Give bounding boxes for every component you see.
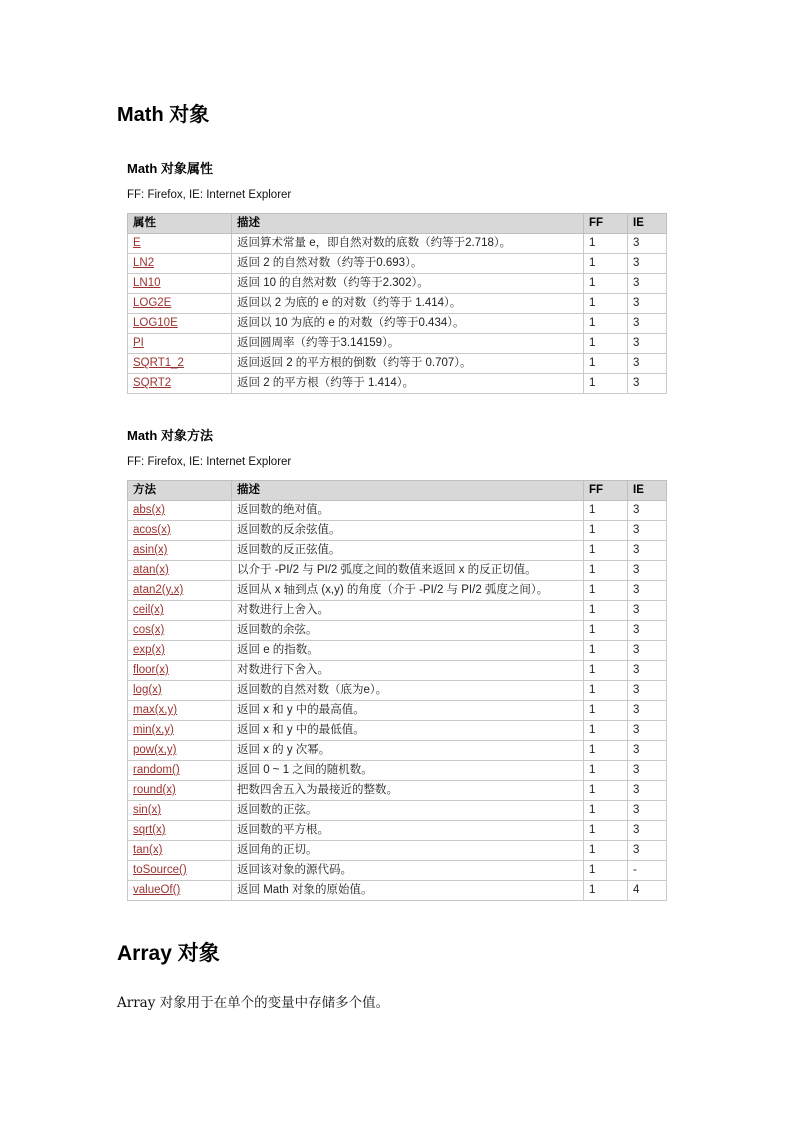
properties-browser-note: FF: Firefox, IE: Internet Explorer xyxy=(127,189,292,201)
property-name-cell xyxy=(128,374,232,394)
table-row xyxy=(128,641,667,661)
property-name-cell xyxy=(128,274,232,294)
ff-version-cell: 1 xyxy=(584,334,628,354)
column-header-ie: IE xyxy=(628,214,667,234)
method-description-cell: 返回数的绝对值。 xyxy=(232,501,584,521)
property-description-cell: 返回算术常量 e，即自然对数的底数（约等于2.718）。 xyxy=(232,234,584,254)
method-link[interactable]: atan2(y,x) xyxy=(133,584,184,596)
method-description-cell: 把数四舍五入为最接近的整数。 xyxy=(232,781,584,801)
method-description-cell: 返回 x 和 y 中的最低值。 xyxy=(232,721,584,741)
method-description-cell: 对数进行下舍入。 xyxy=(232,661,584,681)
method-description-cell: 返回数的反余弦值。 xyxy=(232,521,584,541)
method-link[interactable]: round(x) xyxy=(133,784,176,796)
ie-version-cell: 3 xyxy=(628,374,667,394)
table-row xyxy=(128,234,667,254)
method-link[interactable]: cos(x) xyxy=(133,624,165,636)
table-row xyxy=(128,521,667,541)
ie-version-cell: - xyxy=(628,861,667,881)
table-row xyxy=(128,681,667,701)
ff-version-cell: 1 xyxy=(584,681,628,701)
table-row xyxy=(128,801,667,821)
property-name-cell xyxy=(128,254,232,274)
table-header-row xyxy=(128,481,667,501)
table-row xyxy=(128,741,667,761)
property-description-cell: 返回 10 的自然对数（约等于2.302）。 xyxy=(232,274,584,294)
property-link[interactable]: SQRT2 xyxy=(133,377,172,389)
column-header-ie: IE xyxy=(628,481,667,501)
table-row xyxy=(128,294,667,314)
method-description-cell: 返回 x 的 y 次幂。 xyxy=(232,741,584,761)
method-link[interactable]: tan(x) xyxy=(133,844,163,856)
ie-version-cell: 3 xyxy=(628,334,667,354)
ie-version-cell: 3 xyxy=(628,601,667,621)
ff-version-cell: 1 xyxy=(584,741,628,761)
method-link[interactable]: max(x,y) xyxy=(133,704,178,716)
ff-version-cell: 1 xyxy=(584,761,628,781)
method-name-cell xyxy=(128,821,232,841)
method-link[interactable]: floor(x) xyxy=(133,664,169,676)
ie-version-cell: 3 xyxy=(628,661,667,681)
method-name-cell xyxy=(128,721,232,741)
method-description-cell: 对数进行上舍入。 xyxy=(232,601,584,621)
method-name-cell xyxy=(128,861,232,881)
method-link[interactable]: ceil(x) xyxy=(133,604,164,616)
table-row xyxy=(128,781,667,801)
column-header-method: 方法 xyxy=(128,481,232,501)
method-name-cell xyxy=(128,601,232,621)
table-row xyxy=(128,254,667,274)
ff-version-cell: 1 xyxy=(584,781,628,801)
column-header-description: 描述 xyxy=(232,481,584,501)
method-link[interactable]: atan(x) xyxy=(133,564,169,576)
table-row xyxy=(128,354,667,374)
ff-version-cell: 1 xyxy=(584,254,628,274)
table-row xyxy=(128,601,667,621)
method-link[interactable]: random() xyxy=(133,764,180,776)
property-name-cell xyxy=(128,334,232,354)
method-description-cell: 返回该对象的源代码。 xyxy=(232,861,584,881)
method-name-cell xyxy=(128,881,232,901)
method-description-cell: 以介于 -PI/2 与 PI/2 弧度之间的数值来返回 x 的反正切值。 xyxy=(232,561,584,581)
property-description-cell: 返回 2 的平方根（约等于 1.414）。 xyxy=(232,374,584,394)
ie-version-cell: 3 xyxy=(628,521,667,541)
property-description-cell: 返回以 10 为底的 e 的对数（约等于0.434）。 xyxy=(232,314,584,334)
method-name-cell xyxy=(128,581,232,601)
ff-version-cell: 1 xyxy=(584,881,628,901)
ie-version-cell: 3 xyxy=(628,721,667,741)
table-row xyxy=(128,274,667,294)
property-link[interactable]: E xyxy=(133,237,141,249)
property-link[interactable]: LOG2E xyxy=(133,297,172,309)
ie-version-cell: 3 xyxy=(628,314,667,334)
method-name-cell xyxy=(128,561,232,581)
method-link[interactable]: abs(x) xyxy=(133,504,165,516)
ie-version-cell: 3 xyxy=(628,841,667,861)
method-link[interactable]: sqrt(x) xyxy=(133,824,166,836)
ff-version-cell: 1 xyxy=(584,841,628,861)
table-row xyxy=(128,581,667,601)
table-row xyxy=(128,881,667,901)
property-description-cell: 返回以 2 为底的 e 的对数（约等于 1.414）。 xyxy=(232,294,584,314)
method-name-cell xyxy=(128,761,232,781)
method-name-cell xyxy=(128,781,232,801)
method-link[interactable]: min(x,y) xyxy=(133,724,174,736)
table-row xyxy=(128,501,667,521)
method-name-cell xyxy=(128,541,232,561)
method-link[interactable]: asin(x) xyxy=(133,544,168,556)
ff-version-cell: 1 xyxy=(584,821,628,841)
method-description-cell: 返回数的平方根。 xyxy=(232,821,584,841)
table-row xyxy=(128,541,667,561)
property-name-cell xyxy=(128,354,232,374)
column-header-description: 描述 xyxy=(232,214,584,234)
method-link[interactable]: acos(x) xyxy=(133,524,171,536)
method-link[interactable]: exp(x) xyxy=(133,644,165,656)
method-name-cell xyxy=(128,621,232,641)
ff-version-cell: 1 xyxy=(584,701,628,721)
method-description-cell: 返回 Math 对象的原始值。 xyxy=(232,881,584,901)
method-name-cell xyxy=(128,801,232,821)
property-link[interactable]: LN10 xyxy=(133,277,161,289)
method-link[interactable]: valueOf() xyxy=(133,884,181,896)
property-name-cell xyxy=(128,294,232,314)
ie-version-cell: 3 xyxy=(628,621,667,641)
property-name-cell xyxy=(128,234,232,254)
ff-version-cell: 1 xyxy=(584,561,628,581)
ff-version-cell: 1 xyxy=(584,601,628,621)
property-link[interactable]: LOG10E xyxy=(133,317,178,329)
math-methods-section xyxy=(127,428,793,901)
ie-version-cell: 3 xyxy=(628,354,667,374)
array-object-title: Array 对象 xyxy=(117,942,220,965)
table-row xyxy=(128,314,667,334)
ff-version-cell: 1 xyxy=(584,801,628,821)
math-object-title: Math 对象 xyxy=(117,104,210,126)
method-name-cell xyxy=(128,661,232,681)
ff-version-cell: 1 xyxy=(584,234,628,254)
ff-version-cell: 1 xyxy=(584,541,628,561)
table-row xyxy=(128,621,667,641)
ie-version-cell: 3 xyxy=(628,234,667,254)
ff-version-cell: 1 xyxy=(584,374,628,394)
method-description-cell: 返回 0 ~ 1 之间的随机数。 xyxy=(232,761,584,781)
method-link[interactable]: toSource() xyxy=(133,864,187,876)
ie-version-cell: 3 xyxy=(628,561,667,581)
ff-version-cell: 1 xyxy=(584,501,628,521)
table-row xyxy=(128,701,667,721)
method-description-cell: 返回数的反正弦值。 xyxy=(232,541,584,561)
ie-version-cell: 3 xyxy=(628,294,667,314)
method-name-cell xyxy=(128,681,232,701)
ie-version-cell: 3 xyxy=(628,581,667,601)
ff-version-cell: 1 xyxy=(584,621,628,641)
property-description-cell: 返回 2 的自然对数（约等于0.693）。 xyxy=(232,254,584,274)
ie-version-cell: 3 xyxy=(628,801,667,821)
method-description-cell: 返回数的余弦。 xyxy=(232,621,584,641)
ff-version-cell: 1 xyxy=(584,861,628,881)
ie-version-cell: 3 xyxy=(628,821,667,841)
ff-version-cell: 1 xyxy=(584,354,628,374)
ie-version-cell: 3 xyxy=(628,761,667,781)
methods-browser-note: FF: Firefox, IE: Internet Explorer xyxy=(127,456,292,468)
ie-version-cell: 3 xyxy=(628,274,667,294)
property-link[interactable]: SQRT1_2 xyxy=(133,357,184,369)
methods-section-heading: Math 对象方法 xyxy=(127,428,213,443)
table-row xyxy=(128,334,667,354)
column-header-ff: FF xyxy=(584,481,628,501)
ie-version-cell: 3 xyxy=(628,541,667,561)
property-description-cell: 返回返回 2 的平方根的倒数（约等于 0.707）。 xyxy=(232,354,584,374)
ie-version-cell: 3 xyxy=(628,781,667,801)
method-name-cell xyxy=(128,841,232,861)
method-name-cell xyxy=(128,501,232,521)
ff-version-cell: 1 xyxy=(584,581,628,601)
array-intro-text: Array 对象用于在单个的变量中存储多个值。 xyxy=(117,995,390,1011)
method-description-cell: 返回角的正切。 xyxy=(232,841,584,861)
ie-version-cell: 4 xyxy=(628,881,667,901)
ie-version-cell: 3 xyxy=(628,641,667,661)
method-link[interactable]: pow(x,y) xyxy=(133,744,177,756)
ff-version-cell: 1 xyxy=(584,721,628,741)
math-properties-table xyxy=(127,213,667,394)
property-name-cell xyxy=(128,314,232,334)
table-row xyxy=(128,721,667,741)
ff-version-cell: 1 xyxy=(584,641,628,661)
ie-version-cell: 3 xyxy=(628,701,667,721)
table-row xyxy=(128,561,667,581)
table-row xyxy=(128,661,667,681)
method-link[interactable]: log(x) xyxy=(133,684,162,696)
math-properties-section xyxy=(127,161,793,394)
property-link[interactable]: LN2 xyxy=(133,257,155,269)
ff-version-cell: 1 xyxy=(584,661,628,681)
method-description-cell: 返回 e 的指数。 xyxy=(232,641,584,661)
properties-section-heading: Math 对象属性 xyxy=(127,161,213,176)
property-link[interactable]: PI xyxy=(133,337,144,349)
ff-version-cell: 1 xyxy=(584,294,628,314)
method-link[interactable]: sin(x) xyxy=(133,804,162,816)
ff-version-cell: 1 xyxy=(584,314,628,334)
table-row xyxy=(128,761,667,781)
method-description-cell: 返回 x 和 y 中的最高值。 xyxy=(232,701,584,721)
method-description-cell: 返回从 x 轴到点 (x,y) 的角度（介于 -PI/2 与 PI/2 弧度之间）。 xyxy=(232,581,584,601)
table-row xyxy=(128,374,667,394)
column-header-ff: FF xyxy=(584,214,628,234)
ie-version-cell: 3 xyxy=(628,501,667,521)
method-name-cell xyxy=(128,741,232,761)
method-name-cell xyxy=(128,701,232,721)
ff-version-cell: 1 xyxy=(584,521,628,541)
table-header-row xyxy=(128,214,667,234)
ff-version-cell: 1 xyxy=(584,274,628,294)
table-row xyxy=(128,861,667,881)
method-description-cell: 返回数的正弦。 xyxy=(232,801,584,821)
property-description-cell: 返回圆周率（约等于3.14159）。 xyxy=(232,334,584,354)
table-row xyxy=(128,821,667,841)
method-name-cell xyxy=(128,521,232,541)
ie-version-cell: 3 xyxy=(628,681,667,701)
ie-version-cell: 3 xyxy=(628,741,667,761)
column-header-property: 属性 xyxy=(128,214,232,234)
method-name-cell xyxy=(128,641,232,661)
ie-version-cell: 3 xyxy=(628,254,667,274)
method-description-cell: 返回数的自然对数（底为e）。 xyxy=(232,681,584,701)
math-methods-table xyxy=(127,480,667,901)
table-row xyxy=(128,841,667,861)
